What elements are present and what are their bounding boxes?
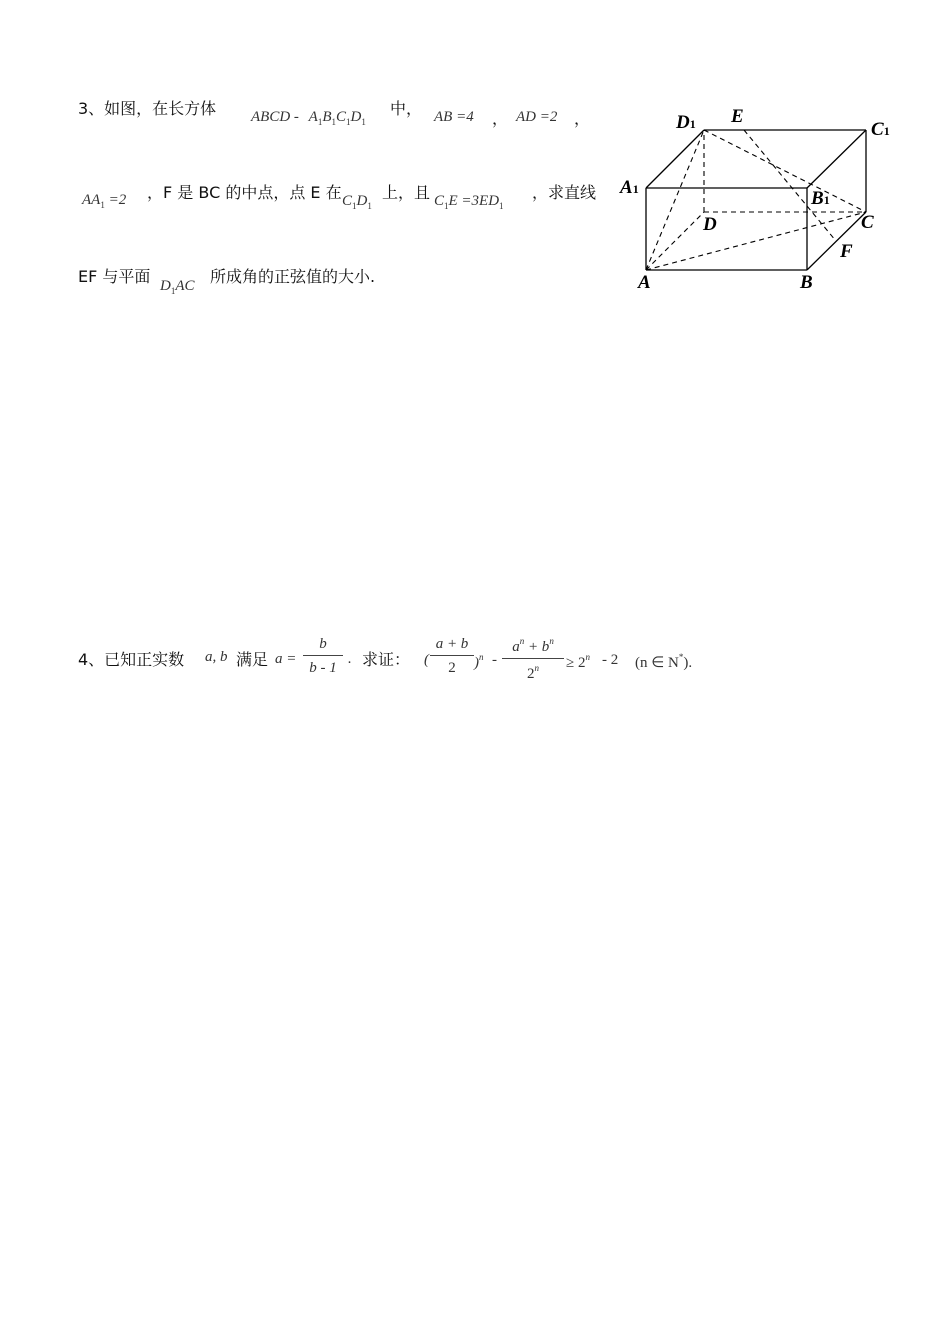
q4-condition: (n ∈ N*).: [635, 652, 693, 671]
q3-aa1: $AA_1 =2$: [82, 192, 127, 210]
label-c: C: [861, 212, 874, 233]
label-c1: C1: [871, 119, 890, 140]
edge-b1-c1: [807, 130, 866, 188]
line-a-d1: [646, 130, 704, 270]
q4-a-eq: a =: [275, 651, 297, 667]
q3-comma-1: ，: [492, 109, 509, 128]
q3-line3-text2: 所成角的正弦值的大小.: [210, 267, 376, 286]
label-d: D: [703, 214, 717, 235]
q3-ab: AB =4: [434, 109, 474, 125]
label-e: E: [731, 106, 744, 127]
q3-plane: $D_1AC$: [160, 278, 195, 296]
label-a: A: [638, 272, 651, 293]
q3-c1e: $C_1E =3ED_1$: [434, 193, 504, 211]
q3-line3-text1: EF 与平面: [78, 267, 151, 286]
q4-fraction-b: $\frac{b}{b - 1}$: [303, 636, 343, 677]
label-b1: B1: [811, 188, 830, 209]
q4-geq: ≥ $2^n$: [566, 652, 590, 671]
q4-fraction-power-mean: $\frac{a^n + b^n}{2^n}$: [502, 636, 564, 683]
q4-minus: -: [492, 652, 497, 668]
edge-a1-d1: [646, 130, 704, 188]
q3-line2-text1: ，F 是 BC 的中点，点 E 在: [147, 183, 342, 202]
q4-period: .: [348, 651, 352, 667]
edge-b-c: [807, 212, 866, 270]
q4-minus-two: - 2: [602, 652, 619, 668]
q3-middle: 中，: [390, 99, 423, 118]
line-e-f: [744, 130, 836, 241]
q3-comma-2: ，: [574, 109, 591, 128]
q4-satisfy: 满足: [236, 650, 269, 669]
label-a1: A1: [620, 177, 639, 198]
q3-c1d1: $C_1D_1$: [342, 193, 372, 211]
label-d1: D1: [676, 112, 696, 133]
q4-right-paren: )$^n$: [474, 652, 484, 671]
q4-left-paren: (: [424, 652, 429, 668]
q4-prefix: 4、已知正实数: [78, 650, 185, 669]
hidden-edge-a-d: [646, 212, 704, 270]
q3-intro: 3、如图，在长方体: [78, 99, 217, 118]
q4-fraction-mean: $\frac{a + b}{2}$: [430, 636, 474, 677]
q3-box-name: ABCD - $A_1B_1C_1D_1$: [251, 109, 366, 127]
q3-line2-text3: ，求直线: [532, 183, 597, 202]
label-f: F: [840, 241, 853, 262]
q4-vars: a, b: [205, 649, 228, 665]
label-b: B: [800, 272, 813, 293]
line-a-c: [646, 212, 866, 270]
line-d1-c: [704, 130, 866, 212]
q3-ad: AD =2: [516, 109, 558, 125]
q4-prove: 求证：: [362, 650, 411, 669]
q3-line2-text2: 上，且: [382, 183, 431, 202]
